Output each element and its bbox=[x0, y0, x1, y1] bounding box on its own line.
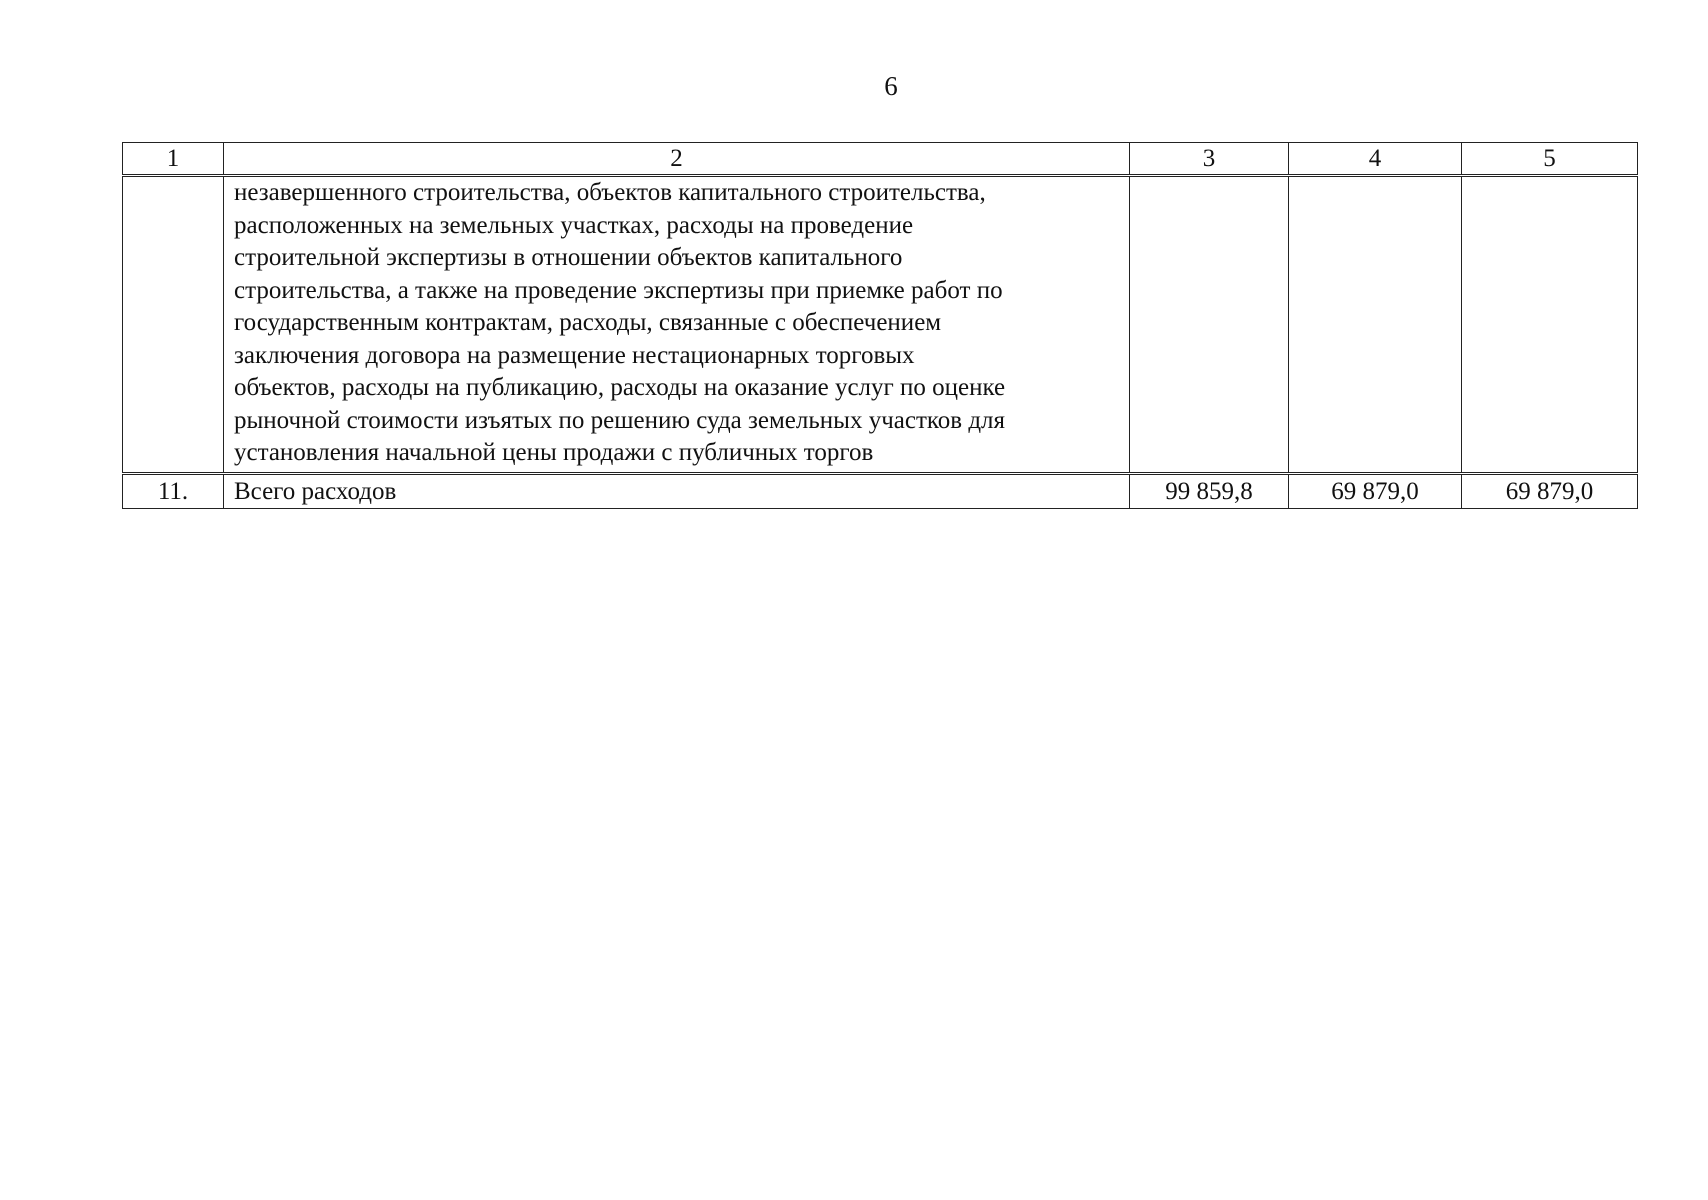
total-row bbox=[123, 474, 1638, 509]
total-value-col5: 69 879,0 bbox=[1462, 474, 1638, 509]
header-cell-4: 4 bbox=[1289, 143, 1462, 176]
header-cell-3: 3 bbox=[1130, 143, 1289, 176]
row-number-cell bbox=[123, 176, 224, 474]
value-cell-5 bbox=[1462, 176, 1638, 474]
page-number: 6 bbox=[884, 71, 898, 101]
header-cell-1: 1 bbox=[123, 143, 224, 176]
total-row-number: 11. bbox=[123, 474, 224, 509]
total-value-col4: 69 879,0 bbox=[1289, 474, 1462, 509]
table-row bbox=[123, 176, 1638, 474]
value-cell-4 bbox=[1289, 176, 1462, 474]
table-header-row bbox=[123, 143, 1638, 176]
header-cell-5: 5 bbox=[1462, 143, 1638, 176]
expenses-table bbox=[122, 142, 1638, 509]
header-cell-2: 2 bbox=[224, 143, 1130, 176]
expense-description-cell: незавершенного строительства, объектов капитального строительства, расположенных на земельных участках, расходы на проведение строительной экспертизы в отношении объектов капитального строительства, а также на проведение экспертизы при приемке работ по государственным контрактам, расходы, связанные с обеспечением заключения договора на размещение нестационарных торговых объектов, расходы на публикацию, расходы на оказание услуг по оценке рыночной стоимости изъятых по решению суда земельных участков для установления начальной цены продажи с публичных торгов bbox=[224, 176, 1130, 474]
total-row-label: Всего расходов bbox=[224, 474, 1130, 509]
total-value-col3: 99 859,8 bbox=[1130, 474, 1289, 509]
value-cell-3 bbox=[1130, 176, 1289, 474]
